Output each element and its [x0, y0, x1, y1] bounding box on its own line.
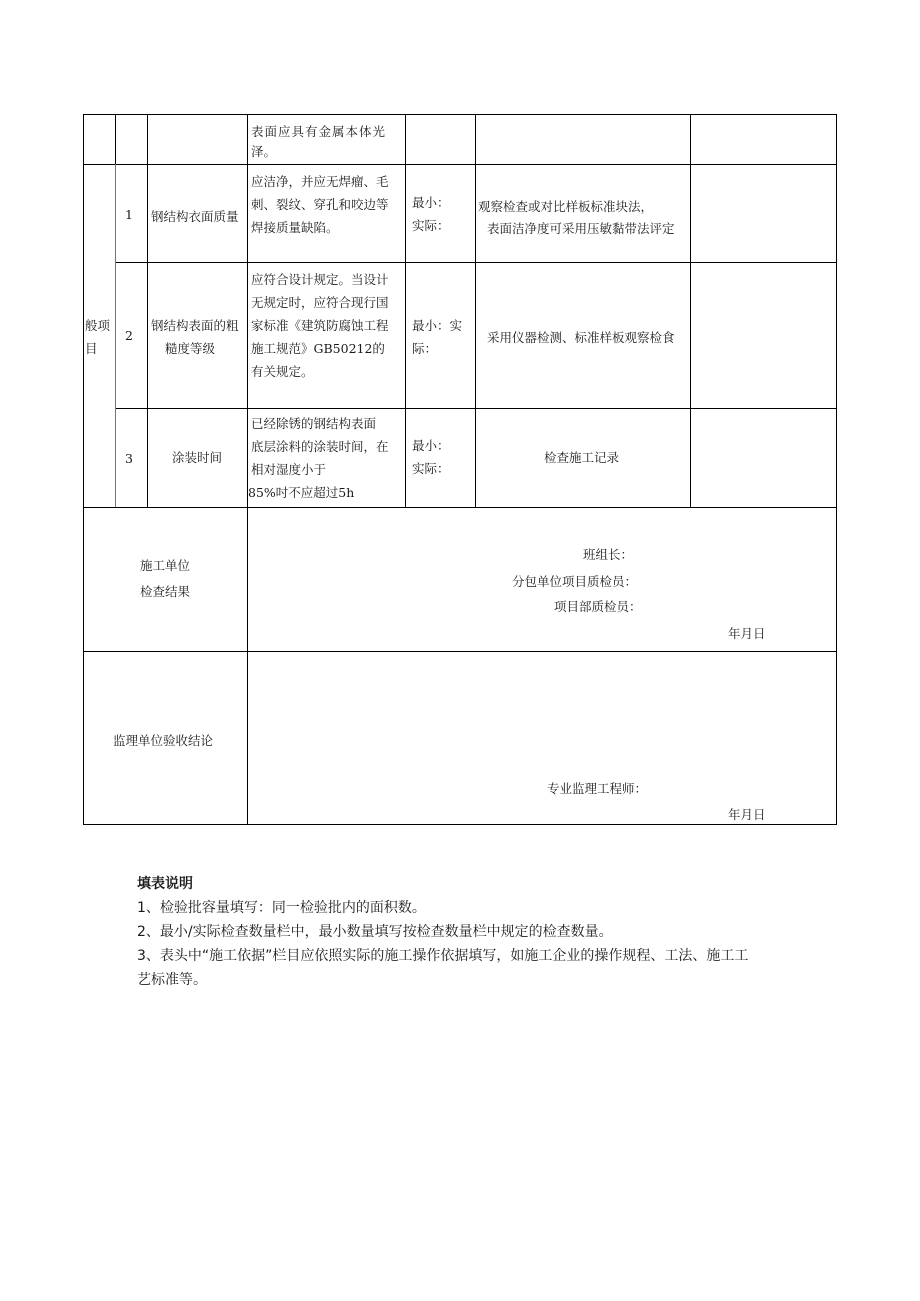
team-leader-signature: 班组长： — [583, 547, 634, 562]
construction-date: 年月日 — [728, 626, 766, 641]
item-standard-line-3: 焊接质量缺陷。 — [251, 220, 339, 235]
item-number: 2 — [125, 328, 133, 343]
item-method: 检查施工记录 — [544, 450, 620, 465]
supervision-label: 监理单位验收结论 — [113, 733, 214, 748]
supervision-engineer-signature: 专业监理工程师： — [547, 781, 648, 796]
item-count-actual: 实际： — [412, 218, 450, 233]
item-number: 1 — [125, 207, 133, 222]
item-name-line-2: 糙度等级 — [165, 341, 216, 356]
notes-line-2: 2、最小/实际检查数量栏中，最小数量填写按检查数量栏中规定的检查数量。 — [137, 924, 613, 940]
item-standard-line-1: 已经除锈的钢结构表面 — [251, 416, 377, 431]
item-standard-line-1: 应洁净，并应无焊瘤、毛 — [251, 174, 389, 189]
item-count-line-1: 最小：实 — [412, 318, 463, 333]
item-standard-line-2: 底层涂料的涂装时间，在 — [251, 439, 389, 454]
item-number: 3 — [125, 451, 133, 466]
item-standard-line-2: 无规定时，应符合现行国 — [251, 295, 389, 310]
notes-line-1: 1、检验批容量填写：同一检验批内的面积数。 — [137, 900, 426, 916]
item-standard-line-4: 施工规范》GB50212的 — [251, 341, 385, 356]
top-row-standard-line-2: 泽。 — [251, 144, 277, 159]
item-count-min: 最小： — [412, 438, 450, 453]
construction-label-line-2: 检查结果 — [140, 584, 191, 599]
item-method-line-1: 观察检查或对比样板标准块法， — [478, 199, 654, 214]
item-standard-line-4: 85%吋不应超过5h — [248, 485, 355, 500]
item-standard-line-1: 应符合设计规定。当设计 — [251, 272, 389, 287]
item-standard-line-3: 家标准《建筑防腐蚀工程 — [251, 318, 389, 333]
project-inspector-signature: 项目部质检员： — [554, 599, 642, 614]
category-label-line-2: 目 — [85, 341, 98, 356]
item-standard-line-2: 刺、裂纹、穿孔和咬边等 — [251, 197, 389, 212]
notes-line-4: 艺标准等。 — [137, 972, 207, 988]
item-name: 钢结构衣面质量 — [151, 209, 239, 224]
top-row-standard-line-1: 表面应具有金属本体光 — [251, 124, 387, 139]
item-standard-line-3: 相对湿度小于 — [251, 462, 327, 477]
item-standard-line-5: 有关规定。 — [251, 364, 314, 379]
item-name: 涂装时间 — [172, 450, 223, 465]
item-count-line-2: 际： — [412, 341, 438, 356]
item-count-min: 最小： — [412, 195, 450, 210]
item-name-line-1: 钢结构表面的粗 — [151, 318, 239, 333]
item-count-actual: 实际： — [412, 461, 450, 476]
notes-title: 填表说明 — [137, 876, 193, 892]
notes-line-3: 3、表头中“施工依据”栏目应依照实际的施工操作依据填写，如施工企业的操作规程、工法、施工工 — [137, 948, 749, 964]
sub-inspector-signature: 分包单位项目质检员： — [512, 574, 638, 589]
item-method: 采用仪器检测、标准样板观察检食 — [487, 330, 675, 345]
category-label-line-1: 般项 — [85, 318, 111, 333]
item-method-line-2: 表面洁净度可采用压敏黏带法评定 — [487, 221, 675, 236]
filling-instructions — [137, 872, 837, 992]
supervision-date: 年月日 — [728, 807, 766, 822]
construction-label-line-1: 施工单位 — [140, 558, 191, 573]
